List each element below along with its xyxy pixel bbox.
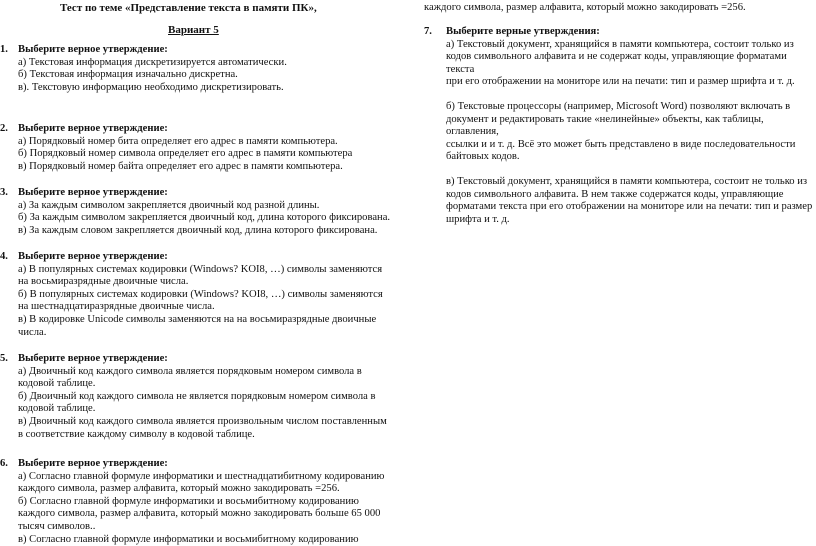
option-c: в). Текстовую информацию необходимо дискретизировать.	[18, 81, 284, 93]
statement-c: в) Текстовый документ, хранящийся в памяти компьютера, состоит не только из кодов символьного алфавита. В нем также содержатся коды, управляющие форматами текста при его отображении на мониторе или на печати: тип и размер шрифта и т. д.	[446, 175, 813, 225]
option-a: а) Текстовая информация дискретизируется автоматически.	[18, 56, 287, 68]
option-b: б) Порядковый номер символа определяет его адрес в памяти компьютера	[18, 148, 353, 160]
question-number: 1.	[0, 44, 8, 55]
option-a: а) Согласно главной формуле информатики и шестнадцатибитному кодированию каждого символа, размер алфавита, который можно закодировать =256.	[18, 470, 385, 495]
question-number: 6.	[0, 458, 8, 469]
question-number: 7.	[424, 26, 432, 37]
question-heading: Выберите верное утверждение:	[18, 187, 168, 198]
option-b: б) Текстовая информация изначально дискретна.	[18, 69, 238, 81]
option-c: в) В кодировке Unicode символы заменяются на на восьмиразрядные двоичные числа.	[18, 313, 377, 338]
option-b: б) Согласно главной формуле информатики и восьмибитному кодированию каждого символа, размер алфавита, который можно закодировать больше 65 000 тысяч символов..	[18, 495, 381, 532]
question-number: 3.	[0, 187, 8, 198]
option-c: в) Двоичный код каждого символа является произвольным числом поставленным в соответствие каждому символу в кодовой таблице.	[18, 415, 387, 440]
statement-b: б) Текстовые процессоры (например, Microsoft Word) позволяют включать в документ и редактировать такие «нелинейные» объекты, как таблицы, оглавления, ссылки и и т. д. Всё это может быть представлено в виде последовательности байтовых кодов.	[446, 100, 796, 163]
question-6	[0, 458, 410, 546]
option-b: б) За каждым символом закрепляется двоичный код, длина которого фиксирована.	[18, 212, 391, 224]
question-heading: Выберите верные утверждения:	[446, 26, 600, 37]
option-a: а) В популярных системах кодировки (Windows? KOI8, …) символы заменяются на восьмиразрядные двоичные числа.	[18, 263, 383, 288]
question-number: 5.	[0, 353, 8, 364]
question-number: 4.	[0, 251, 8, 262]
option-c: в) За каждым словом закрепляется двоичный код, длина которого фиксирована.	[18, 224, 378, 236]
question-3	[0, 187, 410, 237]
question-4	[0, 251, 410, 339]
question-5	[0, 353, 410, 441]
question-7	[424, 26, 816, 226]
statement-a: а) Текстовый документ, хранящийся в памяти компьютера, состоит только из кодов символьного алфавита и не содержат коды, управляющие форматами текста при его отображении на мониторе или на печати: тип и размер шрифта и т. д.	[446, 38, 795, 88]
option-a: а) Порядковый номер бита определяет его адрес в памяти компьютера.	[18, 135, 338, 147]
option-c: в) Согласно главной формуле информатики и восьмибитному кодированию	[18, 533, 359, 545]
question-heading: Выберите верное утверждение:	[18, 251, 168, 262]
test-title: Тест по теме «Представление текста в памяти ПК»,	[60, 2, 317, 14]
question-2	[0, 123, 410, 173]
variant-heading: Вариант 5	[168, 24, 219, 36]
question-number: 2.	[0, 123, 8, 134]
question-heading: Выберите верное утверждение:	[18, 458, 168, 469]
option-a: а) Двоичный код каждого символа является порядковым номером символа в кодовой таблице.	[18, 365, 362, 390]
option-b: б) В популярных системах кодировки (Windows? KOI8, …) символы заменяются на шестнадцатиразрядные двоичные числа.	[18, 288, 383, 313]
question-heading: Выберите верное утверждение:	[18, 353, 168, 364]
option-c: в) Порядковый номер байта определяет его адрес в памяти компьютера.	[18, 160, 343, 172]
option-a: а) За каждым символом закрепляется двоичный код разной длины.	[18, 199, 320, 211]
question-1	[0, 44, 410, 94]
question-heading: Выберите верное утверждение:	[18, 44, 168, 55]
continued-text: каждого символа, размер алфавита, который можно закодировать =256.	[424, 2, 746, 13]
option-b: б) Двоичный код каждого символа не является порядковым номером символа в кодовой таблице.	[18, 390, 376, 415]
question-heading: Выберите верное утверждение:	[18, 123, 168, 134]
